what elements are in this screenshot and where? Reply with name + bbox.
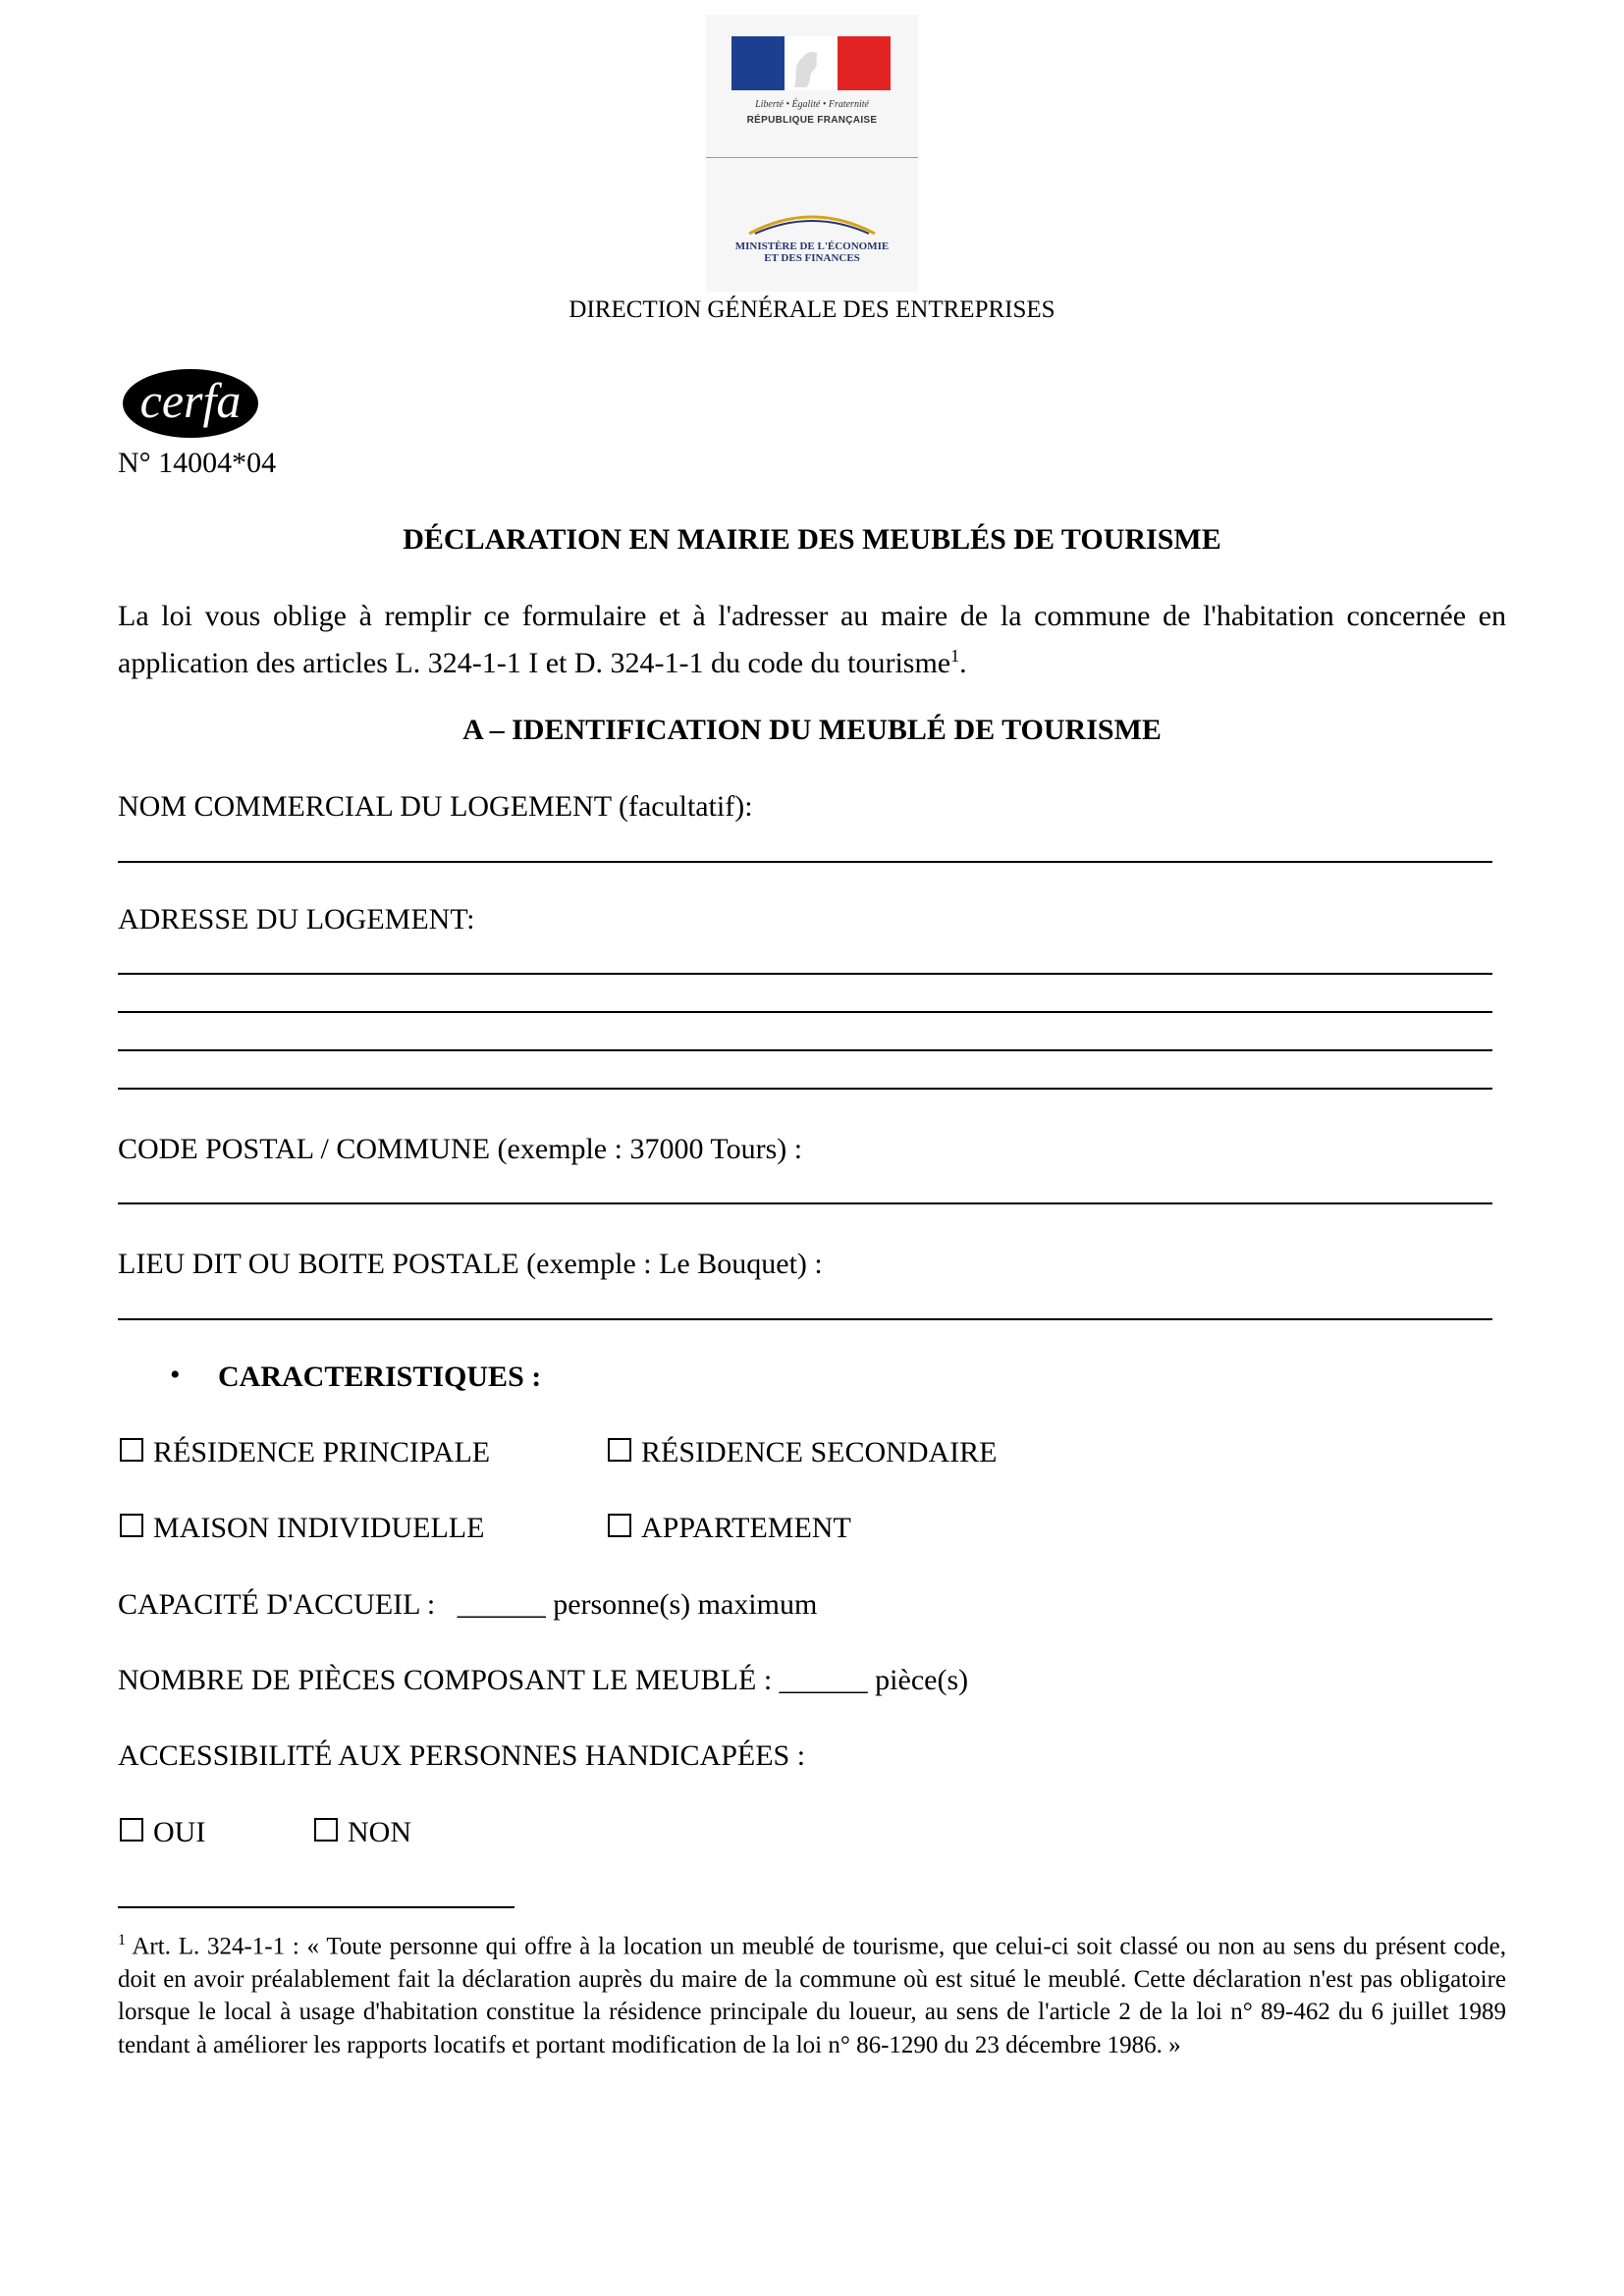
republic-motto: Liberté • Égalité • Fraternité [755, 99, 869, 110]
ministry-arc-logo [745, 206, 879, 236]
capacite-label: CAPACITÉ D'ACCUEIL : [118, 1588, 436, 1621]
republic-name: RÉPUBLIQUE FRANÇAISE [746, 115, 878, 126]
maison-individuelle-label: MAISON INDIVIDUELLE [153, 1512, 485, 1544]
footnote [118, 1924, 1506, 2061]
cerfa-logo: cerfa [123, 369, 258, 438]
non-checkbox[interactable] [314, 1818, 338, 1842]
capacite-unit: personne(s) maximum [553, 1588, 818, 1621]
residence-secondaire-option[interactable] [608, 1436, 998, 1469]
bullet-point: • [170, 1359, 181, 1391]
logo-divider [706, 157, 918, 158]
code-postal-label: CODE POSTAL / COMMUNE (exemple : 37000 Tours) : [118, 1133, 803, 1165]
footnote-number: 1 [118, 1932, 126, 1949]
footnote-divider [118, 1906, 514, 1908]
residence-principale-label: RÉSIDENCE PRINCIPALE [153, 1436, 491, 1468]
appartement-label: APPARTEMENT [641, 1512, 851, 1544]
intro-end: . [959, 647, 967, 679]
pieces-blank-field[interactable]: ______ [779, 1664, 868, 1696]
accessibilite-label: ACCESSIBILITÉ AUX PERSONNES HANDICAPÉES : [118, 1739, 806, 1772]
pieces-unit: pièce(s) [875, 1664, 969, 1696]
maison-individuelle-checkbox[interactable] [120, 1514, 143, 1537]
adresse-field-line-4[interactable] [118, 1088, 1492, 1090]
pieces-row [118, 1664, 968, 1697]
residence-secondaire-label: RÉSIDENCE SECONDAIRE [641, 1436, 998, 1468]
adresse-field-line-1[interactable] [118, 973, 1492, 975]
caracteristiques-heading: CARACTERISTIQUES : [218, 1361, 542, 1393]
code-postal-field[interactable] [118, 1202, 1492, 1204]
residence-principale-option[interactable] [120, 1436, 490, 1469]
cerfa-number: N° 14004*04 [118, 447, 277, 479]
adresse-field-line-3[interactable] [118, 1049, 1492, 1051]
adresse-field-line-2[interactable] [118, 1011, 1492, 1013]
oui-option[interactable] [120, 1816, 205, 1849]
capacite-blank-field[interactable]: ______ [457, 1588, 546, 1621]
lieu-dit-label: LIEU DIT OU BOITE POSTALE (exemple : Le Bouquet) : [118, 1248, 823, 1280]
lieu-dit-field[interactable] [118, 1318, 1492, 1320]
government-logo-block [706, 15, 918, 292]
nom-commercial-field[interactable] [118, 861, 1492, 863]
marianne-flag-logo [731, 36, 891, 90]
section-a-heading: A – IDENTIFICATION DU MEUBLÉ DE TOURISME [462, 714, 1162, 746]
direction-heading: DIRECTION GÉNÉRALE DES ENTREPRISES [568, 296, 1056, 323]
capacite-row [118, 1588, 817, 1622]
nom-commercial-label: NOM COMMERCIAL DU LOGEMENT (facultatif): [118, 790, 753, 823]
residence-secondaire-checkbox[interactable] [608, 1438, 631, 1462]
marianne-profile-icon [785, 36, 838, 90]
oui-label: OUI [153, 1816, 206, 1848]
appartement-option[interactable] [608, 1512, 851, 1545]
ministry-name [706, 240, 918, 264]
oui-checkbox[interactable] [120, 1818, 143, 1842]
residence-principale-checkbox[interactable] [120, 1438, 143, 1462]
intro-paragraph [118, 597, 1506, 683]
footnote-text: Art. L. 324-1-1 : « Toute personne qui offre à la location un meublé de tourisme, que celui-ci soit classé ou non au sens du présent code, doit en avoir préalablement fait la déclaration auprès du maire de la commune où est situé le meublé. Cette déclaration n'est pas obligatoire lorsque le local à usage d'habitation constitue la résidence principale du loueur, au sens de l'article 2 de la loi n° 89-462 du 6 juillet 1989 tendant à améliorer les rapports locatifs et portant modification de la loi n° 86-1290 du 23 décembre 1986. » [118, 1933, 1507, 2058]
document-title: DÉCLARATION EN MAIRIE DES MEUBLÉS DE TOURISME [403, 523, 1221, 556]
ministry-name-line1: MINISTÈRE DE L'ÉCONOMIE [734, 240, 890, 252]
non-option[interactable] [314, 1816, 411, 1849]
appartement-checkbox[interactable] [608, 1514, 631, 1537]
adresse-label: ADRESSE DU LOGEMENT: [118, 903, 475, 935]
non-label: NON [348, 1816, 411, 1848]
ministry-name-line2: ET DES FINANCES [764, 252, 860, 264]
footnote-reference: 1 [950, 646, 960, 666]
maison-individuelle-option[interactable] [120, 1512, 484, 1545]
intro-text: La loi vous oblige à remplir ce formulaire et à l'adresser au maire de la commune de l'habitation concernée en application des articles L. 324-1-1 I et D. 324-1-1 du code du tourisme [118, 600, 1506, 679]
pieces-label: NOMBRE DE PIÈCES COMPOSANT LE MEUBLÉ : [118, 1664, 773, 1696]
